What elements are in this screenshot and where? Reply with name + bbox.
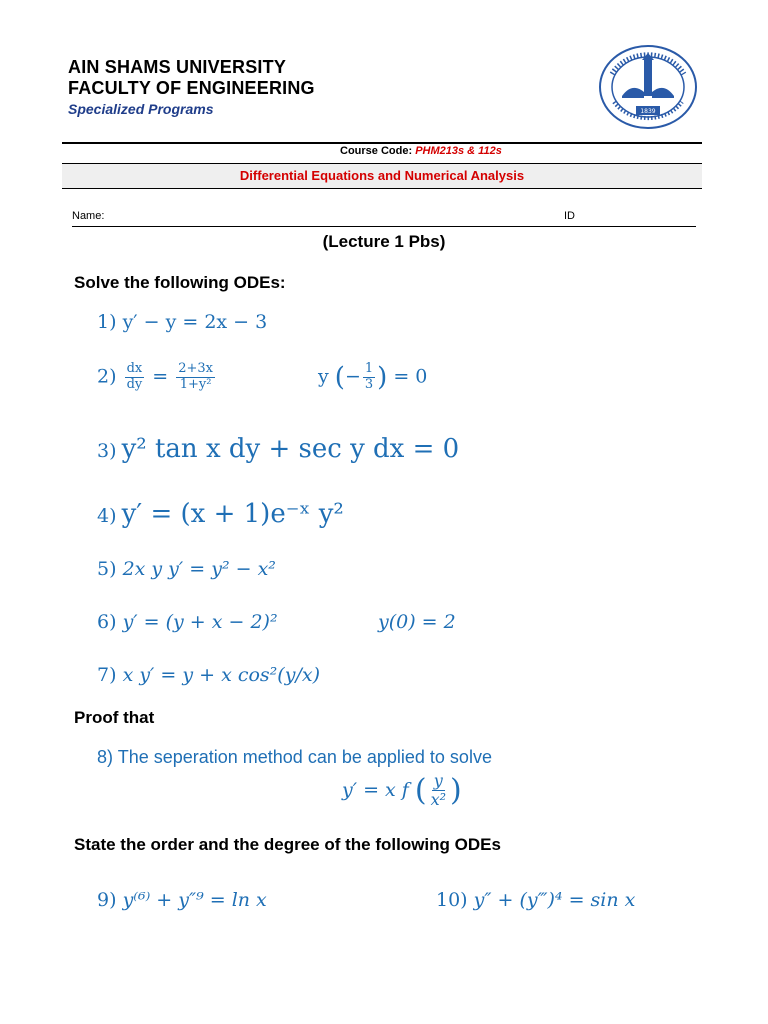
lecture-title: (Lecture 1 Pbs) [322,232,446,251]
problem-2-lhs-num: dx [126,361,143,376]
problem-2-rhs-num: 2+3x [178,361,214,376]
problem-8-text: The seperation method can be applied to solve [117,747,492,767]
problem-2-rhs-fraction [176,362,215,393]
university-name: AIN SHAMS UNIVERSITY [68,57,287,77]
problem-6 [97,611,278,633]
problem-4-number: 4) [97,505,117,527]
problem-2-cond-fraction [363,362,375,393]
section-proof: Proof that [74,708,155,727]
course-code-label: Course Code: [340,145,413,157]
header-divider [62,142,702,144]
problem-7-equation: x y′ = y + x cos²(y/x) [122,664,320,686]
problem-2-cond-post: = 0 [393,365,428,388]
problem-8-eq-den: x² [430,790,447,810]
program-name: Specialized Programs [68,101,214,117]
faculty-name: FACULTY OF ENGINEERING [68,78,315,98]
problem-4-equation: y′ = (x + 1)e⁻ˣ y² [121,499,344,529]
section-order: State the order and the degree of the following ODEs [74,835,501,854]
problem-2-number: 2) [97,365,117,388]
problem-5-number: 5) [97,558,117,580]
problem-8-eq-pre: y′ = x f [342,778,409,801]
problem-8-eq-num: y [433,771,443,790]
problem-2-cond-pre: y [318,365,329,388]
problem-5-equation: 2x y y′ = y² − x² [122,558,276,580]
name-label: Name: [72,210,105,222]
problem-7 [97,664,320,686]
problem-6-equation: y′ = (y + x − 2)² [122,611,278,633]
problem-8-number: 8) [97,747,114,767]
problem-6-number: 6) [97,611,117,633]
problem-6-cond: y(0) = 2 [378,611,456,633]
problem-8-equation: y′ = x f ( $\frac{y}{\text{x²}}$ ) [342,771,462,810]
problem-9-number: 9) [97,889,117,911]
problem-2-lhs-fraction [125,362,145,393]
problem-3-number: 3) [97,440,117,462]
problem-1-number: 1) [97,311,117,333]
problem-3 [97,434,459,464]
problem-2-cond-den: 3 [364,376,374,392]
problem-2-condition: y (− $\frac{1}{3}$ ) = 0 [318,361,428,393]
problem-10 [436,889,635,911]
problem-10-equation: y″ + (y‴)⁴ = sin x [473,889,636,911]
problem-1-equation: y′ − y = 2x − 3 [122,311,268,333]
university-seal-logo [598,44,698,130]
problem-9-equation: y⁽⁶⁾ + y″⁹ = ln x [122,889,267,911]
problem-10-number: 10) [436,889,468,911]
problem-2-rhs-den: 1+y² [179,376,212,392]
problem-1 [97,311,267,333]
course-code [340,145,502,157]
course-code-value: PHM213s & 112s [415,145,502,157]
logo-year: 1839 [640,108,656,115]
problem-2: 2) $\frac{dx}{dy}$ = $\frac{2+3x}{\text{1+y²}}$ [97,361,214,392]
name-id-line [72,226,696,227]
problem-7-number: 7) [97,664,117,686]
problem-9 [97,889,267,911]
problem-5 [97,558,276,580]
problem-8-fraction [429,772,448,810]
problem-3-equation: y² tan x dy + sec y dx = 0 [121,434,460,464]
id-label: ID [564,210,575,222]
course-title-band [62,163,702,189]
problem-6-condition [378,611,456,633]
problem-2-cond-num: 1 [364,361,374,376]
problem-2-lhs-den: dy [126,376,143,392]
problem-4 [97,499,344,529]
course-title: Differential Equations and Numerical Analysis [239,168,525,183]
problem-8 [97,747,492,768]
section-solve: Solve the following ODEs: [74,273,286,292]
